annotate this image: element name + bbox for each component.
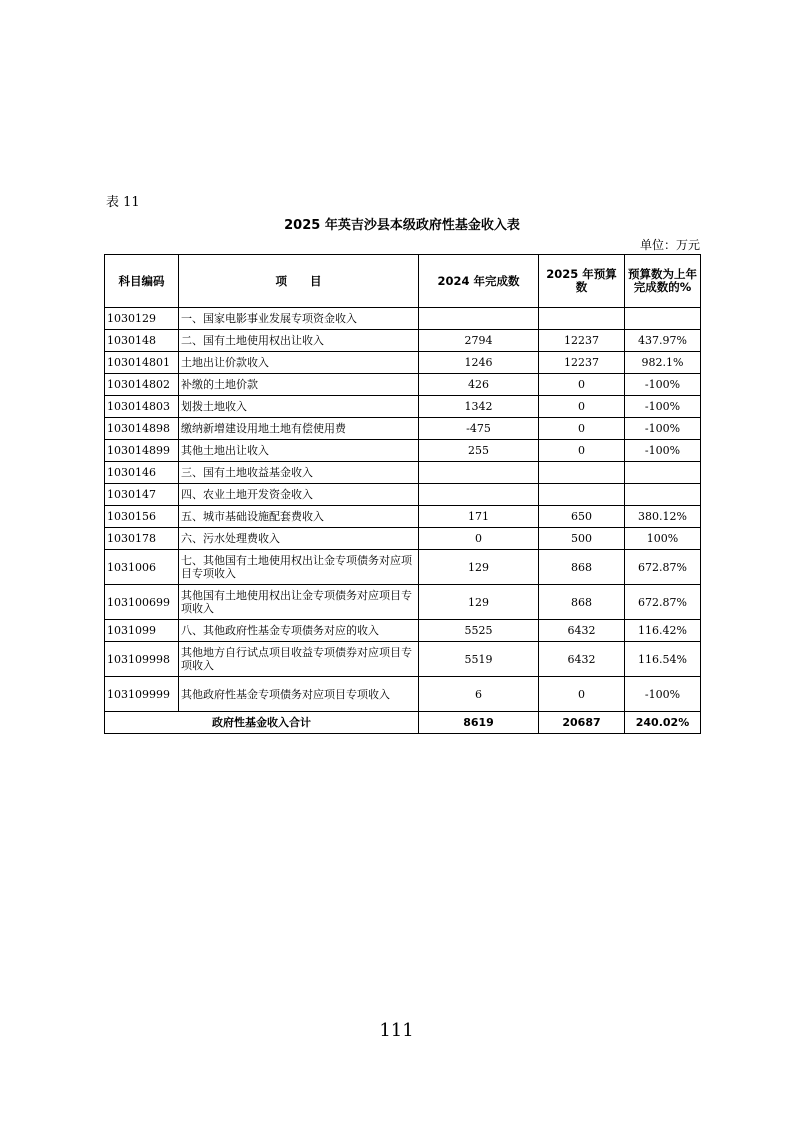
header-code: 科目编码 [105,255,179,308]
table-row [105,308,701,330]
table-row [105,462,701,484]
cell-budget-2025 [539,462,625,484]
table-row [105,642,701,677]
table-row [105,374,701,396]
cell-actual-2024: 1246 [419,352,539,374]
cell-code: 103014898 [105,418,179,440]
cell-actual-2024: 2794 [419,330,539,352]
cell-item-name: 七、其他国有土地使用权出让金专项债务对应项目专项收入 [179,550,419,585]
table-body [105,308,701,712]
cell-code: 1030178 [105,528,179,550]
cell-item-name: 缴纳新增建设用地土地有偿使用费 [179,418,419,440]
cell-budget-2025: 868 [539,585,625,620]
cell-item-name: 补缴的土地价款 [179,374,419,396]
cell-actual-2024: 6 [419,677,539,712]
table-row [105,585,701,620]
cell-actual-2024: 0 [419,528,539,550]
table-row [105,418,701,440]
cell-item-name: 四、农业土地开发资金收入 [179,484,419,506]
header-budget-2025: 2025 年预算数 [539,255,625,308]
table-row [105,352,701,374]
cell-ratio [625,462,701,484]
cell-item-name: 土地出让价款收入 [179,352,419,374]
cell-item-name: 二、国有土地使用权出让收入 [179,330,419,352]
page-number: 111 [379,1020,414,1041]
cell-code: 1031099 [105,620,179,642]
total-budget-2025: 20687 [539,712,625,734]
table-row [105,396,701,418]
cell-budget-2025: 0 [539,374,625,396]
cell-actual-2024: 129 [419,550,539,585]
cell-ratio: -100% [625,396,701,418]
cell-code: 103014803 [105,396,179,418]
cell-budget-2025: 12237 [539,330,625,352]
cell-ratio: 982.1% [625,352,701,374]
total-row [105,712,701,734]
header-ratio: 预算数为上年完成数的% [625,255,701,308]
cell-item-name: 五、城市基础设施配套费收入 [179,506,419,528]
cell-budget-2025 [539,484,625,506]
cell-code: 103014802 [105,374,179,396]
cell-item-name: 三、国有土地收益基金收入 [179,462,419,484]
table-row [105,506,701,528]
cell-actual-2024 [419,484,539,506]
table-row [105,440,701,462]
cell-actual-2024 [419,308,539,330]
cell-code: 1030129 [105,308,179,330]
cell-budget-2025: 6432 [539,620,625,642]
cell-item-name: 其他土地出让收入 [179,440,419,462]
cell-code: 103014899 [105,440,179,462]
table-row [105,484,701,506]
cell-actual-2024: 5525 [419,620,539,642]
table-row [105,550,701,585]
cell-item-name: 其他地方自行试点项目收益专项债券对应项目专项收入 [179,642,419,677]
cell-budget-2025: 0 [539,396,625,418]
cell-budget-2025: 0 [539,677,625,712]
table-row [105,330,701,352]
document-title: 2025 年英吉沙县本级政府性基金收入表 [284,218,520,233]
cell-budget-2025: 650 [539,506,625,528]
header-item: 项 目 [179,255,419,308]
cell-ratio: -100% [625,418,701,440]
cell-budget-2025: 0 [539,418,625,440]
cell-code: 103014801 [105,352,179,374]
cell-ratio [625,308,701,330]
cell-ratio [625,484,701,506]
cell-code: 1030156 [105,506,179,528]
cell-budget-2025: 12237 [539,352,625,374]
total-actual-2024: 8619 [419,712,539,734]
fund-revenue-table [104,254,701,734]
cell-actual-2024 [419,462,539,484]
total-label: 政府性基金收入合计 [105,712,419,734]
cell-item-name: 八、其他政府性基金专项债务对应的收入 [179,620,419,642]
cell-code: 1030146 [105,462,179,484]
table-header-row [105,255,701,308]
cell-code: 1030148 [105,330,179,352]
cell-ratio: 116.54% [625,642,701,677]
cell-budget-2025: 868 [539,550,625,585]
table-row [105,677,701,712]
cell-budget-2025: 0 [539,440,625,462]
cell-code: 103100699 [105,585,179,620]
cell-ratio: 672.87% [625,585,701,620]
cell-code: 1030147 [105,484,179,506]
cell-ratio: -100% [625,440,701,462]
cell-ratio: -100% [625,374,701,396]
cell-budget-2025 [539,308,625,330]
cell-code: 103109998 [105,642,179,677]
cell-budget-2025: 500 [539,528,625,550]
cell-ratio: -100% [625,677,701,712]
table-row [105,528,701,550]
cell-item-name: 一、国家电影事业发展专项资金收入 [179,308,419,330]
cell-actual-2024: 1342 [419,396,539,418]
cell-ratio: 437.97% [625,330,701,352]
table-row [105,620,701,642]
cell-actual-2024: 255 [419,440,539,462]
cell-ratio: 100% [625,528,701,550]
cell-item-name: 其他国有土地使用权出让金专项债务对应项目专项收入 [179,585,419,620]
cell-actual-2024: -475 [419,418,539,440]
unit-label: 单位：万元 [639,238,700,252]
cell-ratio: 380.12% [625,506,701,528]
table-number: 表 11 [106,195,140,210]
cell-item-name: 其他政府性基金专项债务对应项目专项收入 [179,677,419,712]
cell-actual-2024: 5519 [419,642,539,677]
cell-code: 103109999 [105,677,179,712]
cell-actual-2024: 426 [419,374,539,396]
cell-item-name: 六、污水处理费收入 [179,528,419,550]
cell-ratio: 116.42% [625,620,701,642]
header-actual-2024: 2024 年完成数 [419,255,539,308]
cell-ratio: 672.87% [625,550,701,585]
cell-budget-2025: 6432 [539,642,625,677]
cell-actual-2024: 129 [419,585,539,620]
cell-actual-2024: 171 [419,506,539,528]
cell-item-name: 划拨土地收入 [179,396,419,418]
total-ratio: 240.02% [625,712,701,734]
cell-code: 1031006 [105,550,179,585]
